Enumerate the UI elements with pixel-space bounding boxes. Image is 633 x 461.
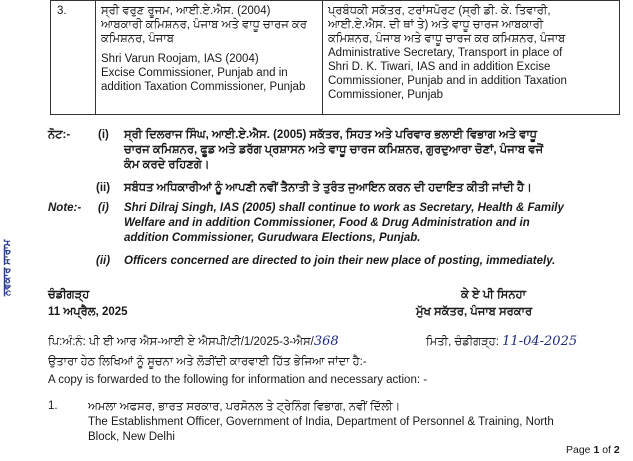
recipient-1 [88, 400, 618, 445]
endorsement-number: ਪਿ:ਅੰ:ਨੰ: ਪੀ ਈ ਆਰ ਐਸ-ਆਈ ਏ ਐਸਪੀ/ਟੀ/1/2025-3-ਐਸ/ [48, 336, 314, 348]
dated-handwritten: 11-04-2025 [502, 334, 578, 349]
endorsement-handwritten: 368 [313, 334, 339, 349]
margin-stamp: ਨਵਕਾਰ ਸਾਰਾਮ [2, 239, 13, 297]
note-en-i-line-2: Welfare and in addition Commissioner, Food & Drug Administration and in [124, 217, 530, 229]
right-line-1: ਪ੍ਰਬੰਧਕੀ ਸਕੱਤਰ, ਟਰਾਂਸਪੋਰਟ (ਸ੍ਰੀ ਡੀ. ਕੇ. ਤਿਵਾਰੀ, [328, 5, 551, 17]
right-line-4: Administrative Secretary, Transport in place of [328, 47, 563, 59]
note-pa-i [124, 128, 619, 173]
note-en-i-num: (i) [98, 202, 109, 214]
table-divider-1 [95, 0, 96, 114]
page-current: 1 [593, 444, 600, 456]
note-en-i-line-3: addition Commissioner, Gurudwara Elections, Punjab. [124, 232, 421, 244]
copy-en: A copy is forwarded to the following for information and necessary action: - [48, 374, 428, 386]
note-en-label: Note:- [48, 202, 82, 214]
recipient-1-en-line-2: Block, New Delhi [88, 431, 175, 443]
left-cell [101, 4, 319, 94]
table-top-border [51, 0, 619, 1]
note-pa-label: ਨੋਟ:- [48, 129, 71, 141]
right-line-3: ਕਮਿਸ਼ਨਰ, ਪੰਜਾਬ ਅਤੇ ਵਾਧੂ ਚਾਰਜ ਕਰ ਕਮਿਸ਼ਨਰ, ਪੰਜਾਬ [328, 33, 566, 45]
date: 11 ਅਪ੍ਰੈਲ, 2025 [48, 306, 128, 318]
recipient-1-en-line-1: The Establishment Officer, Government of India, Department of Personnel & Training, North [88, 416, 554, 428]
left-line-1: ਸ੍ਰੀ ਵਰੁਣ ਰੂਜਮ, ਆਈ.ਏ.ਐਸ. (2004) [101, 5, 271, 17]
note-en-i-line-1: Shri Dilraj Singh, IAS (2005) shall continue to work as Secretary, Health & Family [124, 202, 564, 214]
left-line-4: Shri Varun Roojam, IAS (2004) [101, 53, 259, 65]
page-of: of [599, 444, 614, 456]
right-line-5: Shri D. K. Tiwari, IAS and in addition Excise [328, 61, 551, 73]
recipient-1-num: 1. [48, 400, 58, 412]
signatory-name: ਕੇ ਏ ਪੀ ਸਿਨਹਾ [461, 289, 526, 301]
page-total: 2 [613, 444, 620, 456]
right-cell [328, 4, 616, 102]
note-pa-i-line-3: ਕੰਮ ਕਰਦੇ ਰਹਿਣਗੇ। [124, 159, 210, 171]
note-pa-i-line-1: ਸ੍ਰੀ ਦਿਲਰਾਜ ਸਿੰਘ, ਆਈ.ਏ.ਐਸ. (2005) ਸਕੱਤਰ, ਸਿਹਤ ਅਤੇ ਪਰਿਵਾਰ ਭਲਾਈ ਵਿਭਾਗ ਅਤੇ ਵਾਧੂ [124, 129, 537, 141]
note-en-i [124, 201, 619, 246]
left-line-5: Excise Commissioner, Punjab and in [101, 67, 288, 79]
place: ਚੰਡੀਗੜ੍ਹ [48, 289, 90, 301]
page-label: Page [566, 444, 594, 456]
page-number [566, 444, 620, 456]
left-line-6: addition Taxation Commissioner, Punjab [101, 81, 306, 93]
recipient-1-pa: ਅਮਲਾ ਅਫਸਰ, ਭਾਰਤ ਸਰਕਾਰ, ਪਰਸੋਨਲ ਤੇ ਟ੍ਰੇਨਿੰਗ ਵਿਭਾਗ, ਨਵੀਂ ਦਿੱਲੀ। [88, 401, 401, 413]
row-number: 3. [57, 5, 67, 17]
right-line-2: ਆਈ.ਏ.ਐਸ. ਦੀ ਥਾਂ ਤੇ) ਅਤੇ ਵਾਧੂ ਚਾਰਜ ਆਬਕਾਰੀ [328, 19, 544, 31]
note-en-ii: Officers concerned are directed to join their new place of posting, immediately. [124, 255, 556, 267]
note-en-ii-num: (ii) [96, 255, 111, 267]
left-line-3: ਕਮਿਸ਼ਨਰ, ਪੰਜਾਬ [101, 33, 174, 45]
table-divider-2 [322, 0, 323, 114]
right-line-6: Commissioner, Punjab and in addition Taxation [328, 75, 567, 87]
signatory-title: ਮੁੱਖ ਸਕੱਤਰ, ਪੰਜਾਬ ਸਰਕਾਰ [416, 306, 533, 318]
note-pa-i-num: (i) [98, 129, 109, 141]
posting-table [50, 0, 620, 115]
dated-label: ਮਿਤੀ, ਚੰਡੀਗੜ੍ਹ: [426, 336, 499, 348]
dated-line [426, 334, 577, 349]
note-pa-ii: ਸਬੰਧਤ ਅਧਿਕਾਰੀਆਂ ਨੂੰ ਆਪਣੀ ਨਵੀਂ ਤੈਨਾਤੀ ਤੇ ਤੁਰੰਤ ਜੁਆਇਨ ਕਰਨ ਦੀ ਹਦਾਇਤ ਕੀਤੀ ਜਾਂਦੀ ਹੈ। [124, 182, 532, 194]
left-line-2: ਆਬਕਾਰੀ ਕਮਿਸ਼ਨਰ, ਪੰਜਾਬ ਅਤੇ ਵਾਧੂ ਚਾਰਜ ਕਰ [101, 19, 307, 31]
copy-pa: ਉਤਾਰਾ ਹੇਠ ਲਿਖਿਆਂ ਨੂੰ ਸੂਚਨਾ ਅਤੇ ਲੋੜੀਂਦੀ ਕਾਰਵਾਈ ਹਿੱਤ ਭੇਜਿਆ ਜਾਂਦਾ ਹੈ:- [48, 356, 367, 368]
note-pa-ii-num: (ii) [96, 182, 111, 194]
note-pa-i-line-2: ਚਾਰਜ ਕਮਿਸ਼ਨਰ, ਫੂਡ ਅਤੇ ਡਰੱਗ ਪ੍ਰਸ਼ਾਸਨ ਅਤੇ ਵਾਧੂ ਚਾਰਜ ਕਮਿਸ਼ਨਰ, ਗੁਰਦੁਆਰਾ ਚੋਣਾਂ, ਪੰਜਾਬ ਵਜੋਂ [124, 144, 544, 156]
endorsement-line [48, 334, 339, 349]
right-line-7: Commissioner, Punjab [328, 89, 444, 101]
